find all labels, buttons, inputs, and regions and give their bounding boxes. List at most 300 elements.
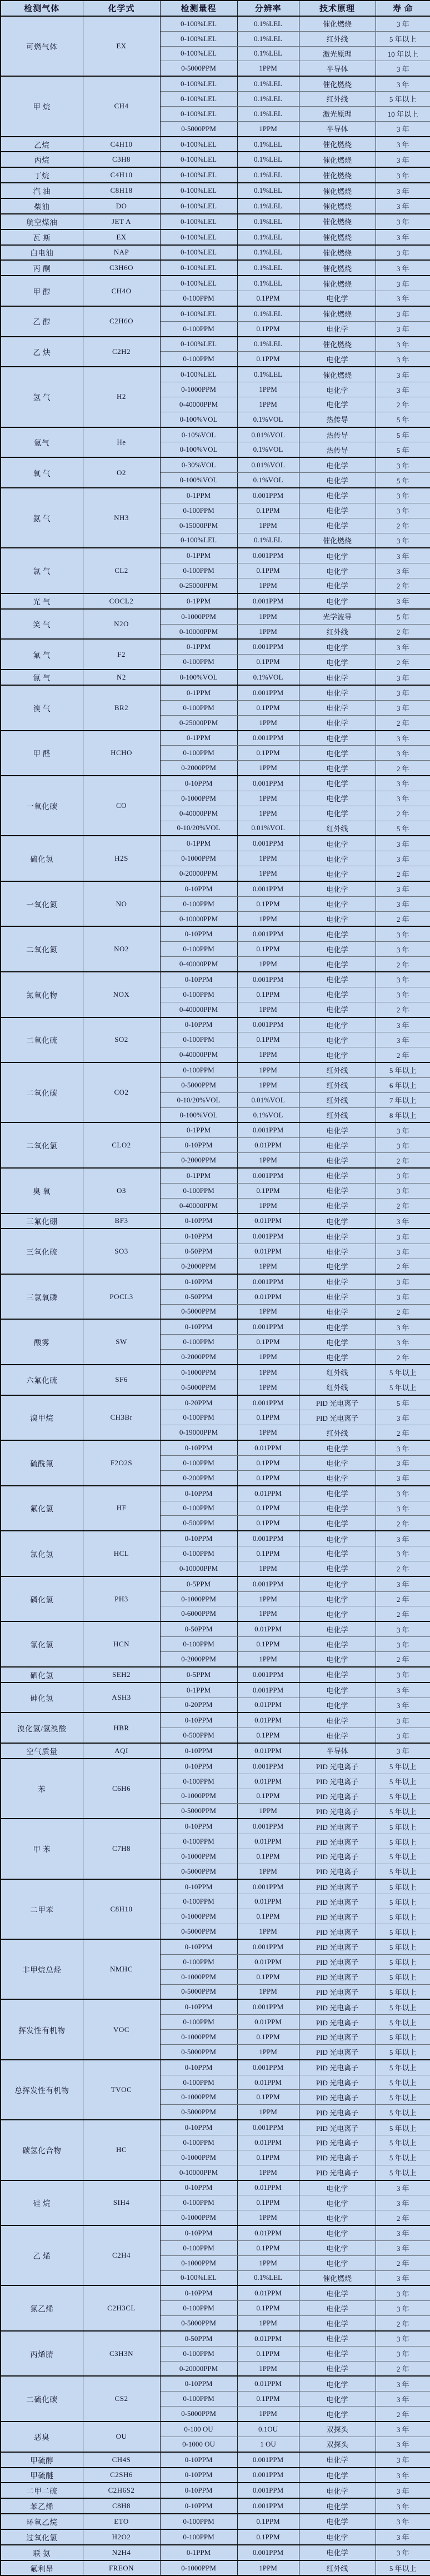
range-cell: 0-100PPM <box>160 1954 237 1969</box>
table-body <box>1 16 430 2576</box>
principle-cell: 电化学 <box>299 881 376 896</box>
table-row <box>1 1319 430 1334</box>
resolution-cell: 1PPM <box>237 1062 299 1077</box>
principle-cell: 催化燃烧 <box>299 367 376 382</box>
resolution-cell: 0.1PPM <box>237 2195 299 2210</box>
principle-cell: 电化学 <box>299 761 376 776</box>
lifespan-cell: 5 年以上 <box>376 2560 430 2576</box>
resolution-cell: 1PPM <box>237 1924 299 1939</box>
principle-cell: 电化学 <box>299 1561 376 1576</box>
range-cell: 0-100%LEL <box>160 245 237 261</box>
gas-name-cell: 二甲苯 <box>1 1879 83 1939</box>
table-row <box>1 1879 430 1894</box>
principle-cell: PID 光电离子 <box>299 1969 376 1984</box>
range-cell: 0-5PPM <box>160 1576 237 1591</box>
formula-cell: COCL2 <box>83 593 160 609</box>
lifespan-cell: 3 年 <box>376 2301 430 2316</box>
range-cell: 0-1PPM <box>160 548 237 563</box>
resolution-cell: 0.01PPM <box>237 2015 299 2030</box>
range-cell: 0-100PPM <box>160 2075 237 2090</box>
gas-name-cell: 三氟化硼 <box>1 1214 83 1229</box>
lifespan-cell: 3 年 <box>376 1138 430 1153</box>
lifespan-cell: 5 年以上 <box>376 1062 430 1077</box>
gas-name-cell: 砷化氢 <box>1 1683 83 1713</box>
principle-cell: 电化学 <box>299 1728 376 1743</box>
lifespan-cell: 5 年以上 <box>376 1380 430 1395</box>
lifespan-cell: 3 年 <box>376 1319 430 1334</box>
range-cell: 0-1000PPM <box>160 851 237 866</box>
table-row <box>1 276 430 291</box>
principle-cell: PID 光电离子 <box>299 2030 376 2045</box>
lifespan-cell: 3 年 <box>376 198 430 214</box>
resolution-cell: 0.001PPM <box>237 593 299 609</box>
gas-name-cell: 甲 烷 <box>1 76 83 136</box>
range-cell: 0-10PPM <box>160 881 237 896</box>
principle-cell: PID 光电离子 <box>299 1849 376 1864</box>
table-row <box>1 2285 430 2300</box>
principle-cell: 电化学 <box>299 2225 376 2240</box>
range-cell: 0-1PPM <box>160 685 237 700</box>
lifespan-cell: 3 年 <box>376 1289 430 1304</box>
lifespan-cell: 3 年 <box>376 1713 430 1728</box>
resolution-cell: 1PPM <box>237 2560 299 2576</box>
range-cell: 0-100%LEL <box>160 106 237 121</box>
table-row <box>1 685 430 700</box>
principle-cell: 红外线 <box>299 2560 376 2576</box>
range-cell: 0-100PPM <box>160 942 237 957</box>
table-row <box>1 1395 430 1410</box>
principle-cell: 电化学 <box>299 776 376 791</box>
table-row <box>1 1017 430 1032</box>
resolution-cell: 1PPM <box>237 851 299 866</box>
range-cell: 0-10000PPM <box>160 911 237 926</box>
range-cell: 0-100PPM <box>160 2301 237 2316</box>
resolution-cell: 1PPM <box>237 1047 299 1062</box>
resolution-cell: 0.001PPM <box>237 926 299 941</box>
resolution-cell: 0.1PPM <box>237 896 299 911</box>
range-cell: 0-100PPM <box>160 503 237 518</box>
principle-cell: 电化学 <box>299 866 376 881</box>
lifespan-cell: 3 年 <box>376 746 430 761</box>
resolution-cell: 0.001PPM <box>237 548 299 563</box>
range-cell: 0-40000PPM <box>160 957 237 972</box>
principle-cell: PID 光电离子 <box>299 2135 376 2150</box>
lifespan-cell: 5 年以上 <box>376 2120 430 2135</box>
range-cell: 0-1000PPM <box>160 1789 237 1804</box>
principle-cell: 红外线 <box>299 1425 376 1440</box>
table-row <box>1 427 430 442</box>
lifespan-cell: 2 年 <box>376 715 430 730</box>
principle-cell: PID 光电离子 <box>299 2150 376 2165</box>
principle-cell: 催化燃烧 <box>299 167 376 183</box>
resolution-cell: 1PPM <box>237 806 299 821</box>
principle-cell: PID 光电离子 <box>299 2075 376 2090</box>
lifespan-cell: 3 年 <box>376 152 430 167</box>
range-cell: 0-1000PPM <box>160 1365 237 1380</box>
lifespan-cell: 5 年以上 <box>376 1969 430 1984</box>
range-cell: 0-100PPM <box>160 1062 237 1077</box>
resolution-cell: 0.001PPM <box>237 1819 299 1834</box>
table-row <box>1 2560 430 2576</box>
resolution-cell: 0.1%LEL <box>237 46 299 61</box>
principle-cell: 红外线 <box>299 31 376 46</box>
principle-cell: 电化学 <box>299 1017 376 1032</box>
table-row <box>1 776 430 791</box>
lifespan-cell: 5 年 <box>376 821 430 836</box>
lifespan-cell: 5 年以上 <box>376 1789 430 1804</box>
lifespan-cell: 3 年 <box>376 700 430 715</box>
lifespan-cell: 3 年 <box>376 2529 430 2545</box>
resolution-cell: 0.1%LEL <box>237 367 299 382</box>
resolution-cell: 1PPM <box>237 1380 299 1395</box>
resolution-cell: 1PPM <box>237 2407 299 2422</box>
principle-cell: 电化学 <box>299 2195 376 2210</box>
range-cell: 0-5000PPM <box>160 2316 237 2331</box>
range-cell: 0-100PPM <box>160 291 237 306</box>
resolution-cell: 0.01%VOL <box>237 457 299 472</box>
lifespan-cell: 2 年 <box>376 2407 430 2422</box>
range-cell: 0-1000PPM <box>160 2560 237 2576</box>
table-row <box>1 198 430 214</box>
resolution-cell: 1PPM <box>237 2210 299 2225</box>
principle-cell: 红外线 <box>299 1062 376 1077</box>
resolution-cell: 0.1%LEL <box>237 16 299 31</box>
table-row <box>1 2514 430 2529</box>
principle-cell: 电化学 <box>299 352 376 367</box>
lifespan-cell: 5 年 <box>376 609 430 624</box>
resolution-cell: 0.01PPM <box>237 1774 299 1789</box>
principle-cell: 电化学 <box>299 1470 376 1485</box>
principle-cell: 电化学 <box>299 1335 376 1350</box>
table-row <box>1 488 430 503</box>
lifespan-cell: 3 年 <box>376 183 430 198</box>
lifespan-cell: 3 年 <box>376 639 430 654</box>
formula-cell: N2O <box>83 609 160 640</box>
table-row <box>1 1062 430 1077</box>
table-row <box>1 337 430 352</box>
lifespan-cell: 3 年 <box>376 836 430 851</box>
range-cell: 0-1PPM <box>160 1168 237 1183</box>
range-cell: 0-100%LEL <box>160 533 237 548</box>
principle-cell: 电化学 <box>299 2452 376 2468</box>
formula-cell: ETO <box>83 2514 160 2529</box>
lifespan-cell: 2 年 <box>376 578 430 593</box>
formula-cell: C8H18 <box>83 183 160 198</box>
lifespan-cell: 2 年 <box>376 957 430 972</box>
table-row <box>1 1214 430 1229</box>
lifespan-cell: 2 年 <box>376 1606 430 1621</box>
formula-cell: HCL <box>83 1531 160 1576</box>
table-row <box>1 2331 430 2346</box>
principle-cell: 电化学 <box>299 2376 376 2391</box>
principle-cell: 电化学 <box>299 700 376 715</box>
gas-name-cell: 航空煤油 <box>1 214 83 229</box>
range-cell: 0-100%VOL <box>160 1107 237 1122</box>
lifespan-cell: 8 年以上 <box>376 1107 430 1122</box>
principle-cell: 热传导 <box>299 442 376 457</box>
table-row <box>1 609 430 624</box>
range-cell: 0-10PPM <box>160 2285 237 2300</box>
lifespan-cell: 2 年 <box>376 911 430 926</box>
principle-cell: 催化燃烧 <box>299 2270 376 2285</box>
resolution-cell: 1PPM <box>237 121 299 136</box>
principle-cell: 半导体 <box>299 121 376 136</box>
table-row <box>1 2468 430 2483</box>
resolution-cell: 0.1PPM <box>237 2150 299 2165</box>
gas-name-cell: 丙烯腈 <box>1 2331 83 2377</box>
lifespan-cell: 3 年 <box>376 2545 430 2560</box>
range-cell: 0-19000PPM <box>160 1425 237 1440</box>
range-cell: 0-1PPM <box>160 1683 237 1698</box>
lifespan-cell: 2 年 <box>376 1002 430 1017</box>
formula-cell: SF6 <box>83 1365 160 1395</box>
principle-cell: 电化学 <box>299 1319 376 1334</box>
principle-cell: 红外线 <box>299 1380 376 1395</box>
principle-cell: 电化学 <box>299 1637 376 1652</box>
table-row <box>1 245 430 261</box>
resolution-cell: 0.1PPM <box>237 2514 299 2529</box>
gas-name-cell: 汽 油 <box>1 183 83 198</box>
resolution-cell: 0.01%VOL <box>237 1092 299 1107</box>
lifespan-cell: 5 年以上 <box>376 2150 430 2165</box>
gas-name-cell: 一氧化氮 <box>1 881 83 927</box>
principle-cell: 电化学 <box>299 987 376 1002</box>
range-cell: 0-10PPM <box>160 1017 237 1032</box>
formula-cell: ASH3 <box>83 1683 160 1713</box>
resolution-cell: 0.001PPM <box>237 488 299 503</box>
resolution-cell: 1PPM <box>237 1591 299 1606</box>
lifespan-cell: 3 年 <box>376 229 430 245</box>
principle-cell: PID 光电离子 <box>299 1759 376 1774</box>
lifespan-cell: 3 年 <box>376 2240 430 2255</box>
principle-cell: PID 光电离子 <box>299 1909 376 1924</box>
resolution-cell: 0.01PPM <box>237 1138 299 1153</box>
principle-cell: 电化学 <box>299 746 376 761</box>
principle-cell: 半导体 <box>299 61 376 76</box>
lifespan-cell: 3 年 <box>376 488 430 503</box>
range-cell: 0-100PPM <box>160 2514 237 2529</box>
resolution-cell: 1PPM <box>237 382 299 397</box>
gas-name-cell: 氮 气 <box>1 670 83 685</box>
resolution-cell: 0.001PPM <box>237 1576 299 1591</box>
principle-cell: 光学波导 <box>299 609 376 624</box>
range-cell: 0-10/20%VOL <box>160 1092 237 1107</box>
lifespan-cell: 3 年 <box>376 776 430 791</box>
principle-cell: PID 光电离子 <box>299 1774 376 1789</box>
lifespan-cell: 3 年 <box>376 685 430 700</box>
table-row <box>1 2376 430 2391</box>
principle-cell: 电化学 <box>299 715 376 730</box>
resolution-cell: 0.1PPM <box>237 503 299 518</box>
formula-cell: HBR <box>83 1713 160 1743</box>
resolution-cell: 1PPM <box>237 624 299 639</box>
gas-name-cell: 溴化氢/氢溴酸 <box>1 1713 83 1743</box>
range-cell: 0-2000PPM <box>160 1259 237 1274</box>
resolution-cell: 0.1%LEL <box>237 306 299 321</box>
lifespan-cell: 3 年 <box>376 1667 430 1683</box>
range-cell: 0-100%LEL <box>160 16 237 31</box>
range-cell: 0-10000PPM <box>160 2165 237 2180</box>
principle-cell: PID 光电离子 <box>299 1834 376 1849</box>
formula-cell: AQI <box>83 1743 160 1759</box>
table-row <box>1 2545 430 2560</box>
lifespan-cell: 5 年 <box>376 1395 430 1410</box>
range-cell: 0-10PPM <box>160 1759 237 1774</box>
table-row <box>1 1229 430 1244</box>
lifespan-cell: 3 年 <box>376 2346 430 2361</box>
principle-cell: PID 光电离子 <box>299 2015 376 2030</box>
gas-name-cell: 三氧化硫 <box>1 1229 83 1274</box>
principle-cell: 电化学 <box>299 1350 376 1365</box>
range-cell: 0-10PPM <box>160 1274 237 1289</box>
range-cell: 0-100PPM <box>160 1637 237 1652</box>
formula-cell: CO2 <box>83 1062 160 1122</box>
range-cell: 0-15000PPM <box>160 518 237 533</box>
resolution-cell: 0.1PPM <box>237 1637 299 1652</box>
lifespan-cell: 2 年 <box>376 518 430 533</box>
principle-cell: 电化学 <box>299 321 376 336</box>
range-cell: 0-10/20%VOL <box>160 821 237 836</box>
lifespan-cell: 2 年 <box>376 1425 430 1440</box>
resolution-cell: 0.001PPM <box>237 2545 299 2560</box>
principle-cell: 电化学 <box>299 1698 376 1713</box>
range-cell: 0-100 OU <box>160 2422 237 2437</box>
gas-name-cell: 空气质量 <box>1 1743 83 1759</box>
lifespan-cell: 5 年 <box>376 442 430 457</box>
range-cell: 0-100%VOL <box>160 670 237 685</box>
resolution-cell: 0.01PPM <box>237 2376 299 2391</box>
table-row <box>1 731 430 746</box>
resolution-cell: 0.01%VOL <box>237 427 299 442</box>
gas-name-cell: 二氧化碳 <box>1 1062 83 1122</box>
table-row <box>1 2483 430 2498</box>
range-cell: 0-40000PPM <box>160 806 237 821</box>
resolution-cell: 1PPM <box>237 2044 299 2059</box>
resolution-cell: 0.01PPM <box>237 1743 299 1759</box>
lifespan-cell: 2 年 <box>376 2361 430 2376</box>
lifespan-cell: 2 年 <box>376 761 430 776</box>
resolution-cell: 0.1PPM <box>237 942 299 957</box>
gas-name-cell: 碳氢化合物 <box>1 2120 83 2180</box>
principle-cell: 电化学 <box>299 972 376 987</box>
range-cell: 0-100PPM <box>160 1774 237 1789</box>
formula-cell: SEH2 <box>83 1667 160 1683</box>
formula-cell: C6H6 <box>83 1759 160 1819</box>
gas-name-cell: 氧 气 <box>1 457 83 488</box>
range-cell: 0-200PPM <box>160 1470 237 1485</box>
formula-cell: CS2 <box>83 2376 160 2422</box>
principle-cell: 电化学 <box>299 488 376 503</box>
gas-name-cell: 苯乙烯 <box>1 2498 83 2514</box>
range-cell: 0-100%LEL <box>160 337 237 352</box>
range-cell: 0-100%LEL <box>160 367 237 382</box>
principle-cell: 电化学 <box>299 2545 376 2560</box>
gas-name-cell: 酸雾 <box>1 1319 83 1365</box>
lifespan-cell: 3 年 <box>376 670 430 685</box>
gas-name-cell: 光 气 <box>1 593 83 609</box>
lifespan-cell: 5 年以上 <box>376 2105 430 2120</box>
range-cell: 0-2000PPM <box>160 761 237 776</box>
lifespan-cell: 5 年以上 <box>376 2015 430 2030</box>
principle-cell: 电化学 <box>299 2514 376 2529</box>
range-cell: 0-2000PPM <box>160 1651 237 1666</box>
principle-cell: 电化学 <box>299 1501 376 1516</box>
gas-name-cell: 二氧化氮 <box>1 926 83 972</box>
resolution-cell: 1PPM <box>237 1365 299 1380</box>
formula-cell: EX <box>83 229 160 245</box>
lifespan-cell: 3 年 <box>376 245 430 261</box>
resolution-cell: 0.01PPM <box>237 1713 299 1728</box>
range-cell: 0-10PPM <box>160 926 237 941</box>
lifespan-cell: 3 年 <box>376 321 430 336</box>
lifespan-cell: 3 年 <box>376 1410 430 1425</box>
resolution-cell: 1PPM <box>237 2165 299 2180</box>
lifespan-cell: 2 年 <box>376 1259 430 1274</box>
resolution-cell: 1PPM <box>237 61 299 76</box>
header-cell: 分辨率 <box>237 1 299 16</box>
range-cell: 0-10PPM <box>160 1713 237 1728</box>
gas-name-cell: 环氧乙烷 <box>1 2514 83 2529</box>
gas-name-cell: 甲 苯 <box>1 1819 83 1879</box>
range-cell: 0-5PPM <box>160 1667 237 1683</box>
formula-cell: TVOC <box>83 2060 160 2120</box>
gas-name-cell: 氯 气 <box>1 548 83 593</box>
formula-cell: C2H6O <box>83 306 160 337</box>
lifespan-cell: 5 年以上 <box>376 2090 430 2105</box>
range-cell: 0-100%LEL <box>160 92 237 107</box>
lifespan-cell: 5 年以上 <box>376 1864 430 1879</box>
principle-cell: 电化学 <box>299 836 376 851</box>
gas-name-cell: 氢 气 <box>1 367 83 427</box>
resolution-cell: 0.1PPM <box>237 1410 299 1425</box>
formula-cell: BF3 <box>83 1214 160 1229</box>
lifespan-cell: 3 年 <box>376 1274 430 1289</box>
range-cell: 0-100%VOL <box>160 473 237 488</box>
resolution-cell: 0.01PPM <box>237 2135 299 2150</box>
lifespan-cell: 3 年 <box>376 137 430 152</box>
range-cell: 0-10PPM <box>160 1939 237 1954</box>
gas-name-cell: 过氧化氢 <box>1 2529 83 2545</box>
lifespan-cell: 3 年 <box>376 1470 430 1485</box>
resolution-cell: 0.1PPM <box>237 2090 299 2105</box>
principle-cell: 电化学 <box>299 942 376 957</box>
formula-cell: O3 <box>83 1168 160 1214</box>
range-cell: 0-5000PPM <box>160 1077 237 1092</box>
lifespan-cell: 3 年 <box>376 1456 430 1471</box>
principle-cell: 电化学 <box>299 1229 376 1244</box>
principle-cell: 催化燃烧 <box>299 76 376 91</box>
formula-cell: HF <box>83 1486 160 1531</box>
lifespan-cell: 3 年 <box>376 2285 430 2300</box>
principle-cell: 催化燃烧 <box>299 137 376 152</box>
lifespan-cell: 2 年 <box>376 1651 430 1666</box>
lifespan-cell: 2 年 <box>376 1516 430 1531</box>
lifespan-cell: 3 年 <box>376 367 430 382</box>
principle-cell: 催化燃烧 <box>299 198 376 214</box>
formula-cell: SW <box>83 1319 160 1365</box>
lifespan-cell: 5 年 <box>376 412 430 427</box>
principle-cell: 催化燃烧 <box>299 276 376 291</box>
principle-cell: 电化学 <box>299 2285 376 2300</box>
principle-cell: 催化燃烧 <box>299 16 376 31</box>
range-cell: 0-100%LEL <box>160 229 237 245</box>
formula-cell: C7H8 <box>83 1819 160 1879</box>
lifespan-cell: 3 年 <box>376 457 430 472</box>
range-cell: 0-100%LEL <box>160 167 237 183</box>
range-cell: 0-100%LEL <box>160 183 237 198</box>
lifespan-cell: 3 年 <box>376 503 430 518</box>
resolution-cell: 0.1%LEL <box>237 76 299 91</box>
